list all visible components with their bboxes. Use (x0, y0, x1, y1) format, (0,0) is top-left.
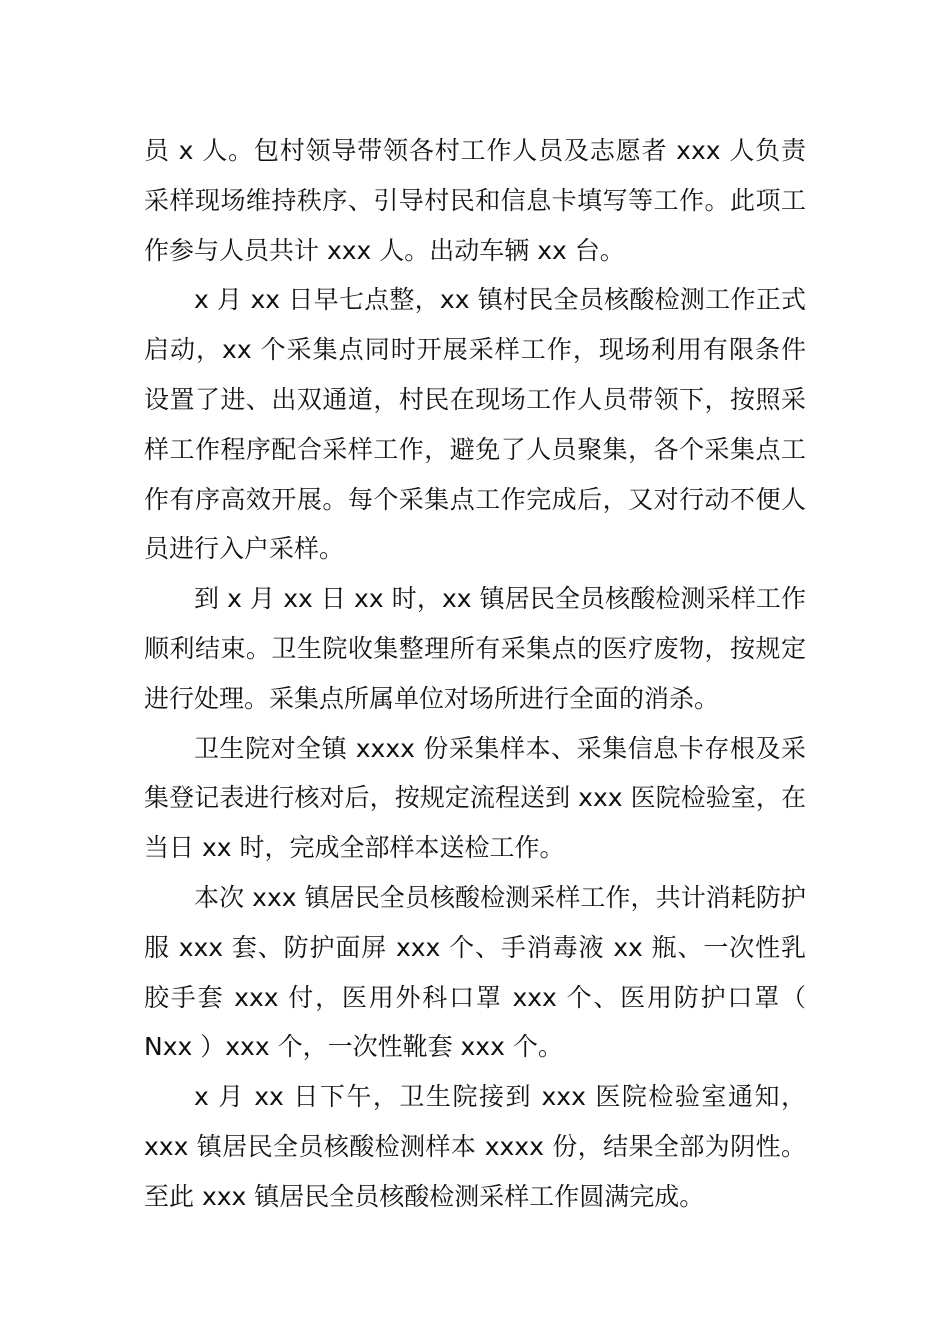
paragraph-continuation: 员 x 人。包村领导带领各村工作人员及志愿者 xxx 人负责采样现场维持秩序、引导村民和信息卡填写等工作。此项工作参与人员共计 xxx 人。出动车辆 xx 台。 (144, 136, 807, 265)
paragraph-results: x 月 xx 日下午，卫生院接到 xxx 医院检验室通知，xxx 镇居民全员核酸检测样本 xxxx 份，结果全部为阴性。至此 xxx 镇居民全员核酸检测采样工作圆满完成。 (144, 1082, 806, 1211)
document-body (144, 126, 806, 1222)
paragraph-supplies-consumed: 本次 xxx 镇居民全员核酸检测采样工作，共计消耗防护服 xxx 套、防护面屏 xxx 个、手消毒液 xx 瓶、一次性乳胶手套 xxx 付，医用外科口罩 xxx 个、医用防护口罩（ Nxx ）xxx 个，一次性靴套 xxx 个。 (144, 882, 806, 1062)
paragraph-sampling-end: 到 x 月 xx 日 xx 时，xx 镇居民全员核酸检测采样工作顺利结束。卫生院收集整理所有采集点的医疗废物，按规定进行处理。采集点所属单位对场所进行全面的消杀。 (144, 584, 806, 713)
paragraph-sample-delivery: 卫生院对全镇 xxxx 份采集样本、采集信息卡存根及采集登记表进行核对后，按规定流程送到 xxx 医院检验室，在当日 xx 时，完成全部样本送检工作。 (144, 733, 806, 863)
paragraph-sampling-start: x 月 xx 日早七点整，xx 镇村民全员核酸检测工作正式启动，xx 个采集点同时开展采样工作，现场利用有限条件设置了进、出双通道，村民在现场工作人员带领下，按照采样工作程序配合采样工作，避免了人员聚集，各个采集点工作有序高效开展。每个采集点工作完成后，又对行动不便人员进行入户采样。 (144, 285, 806, 564)
